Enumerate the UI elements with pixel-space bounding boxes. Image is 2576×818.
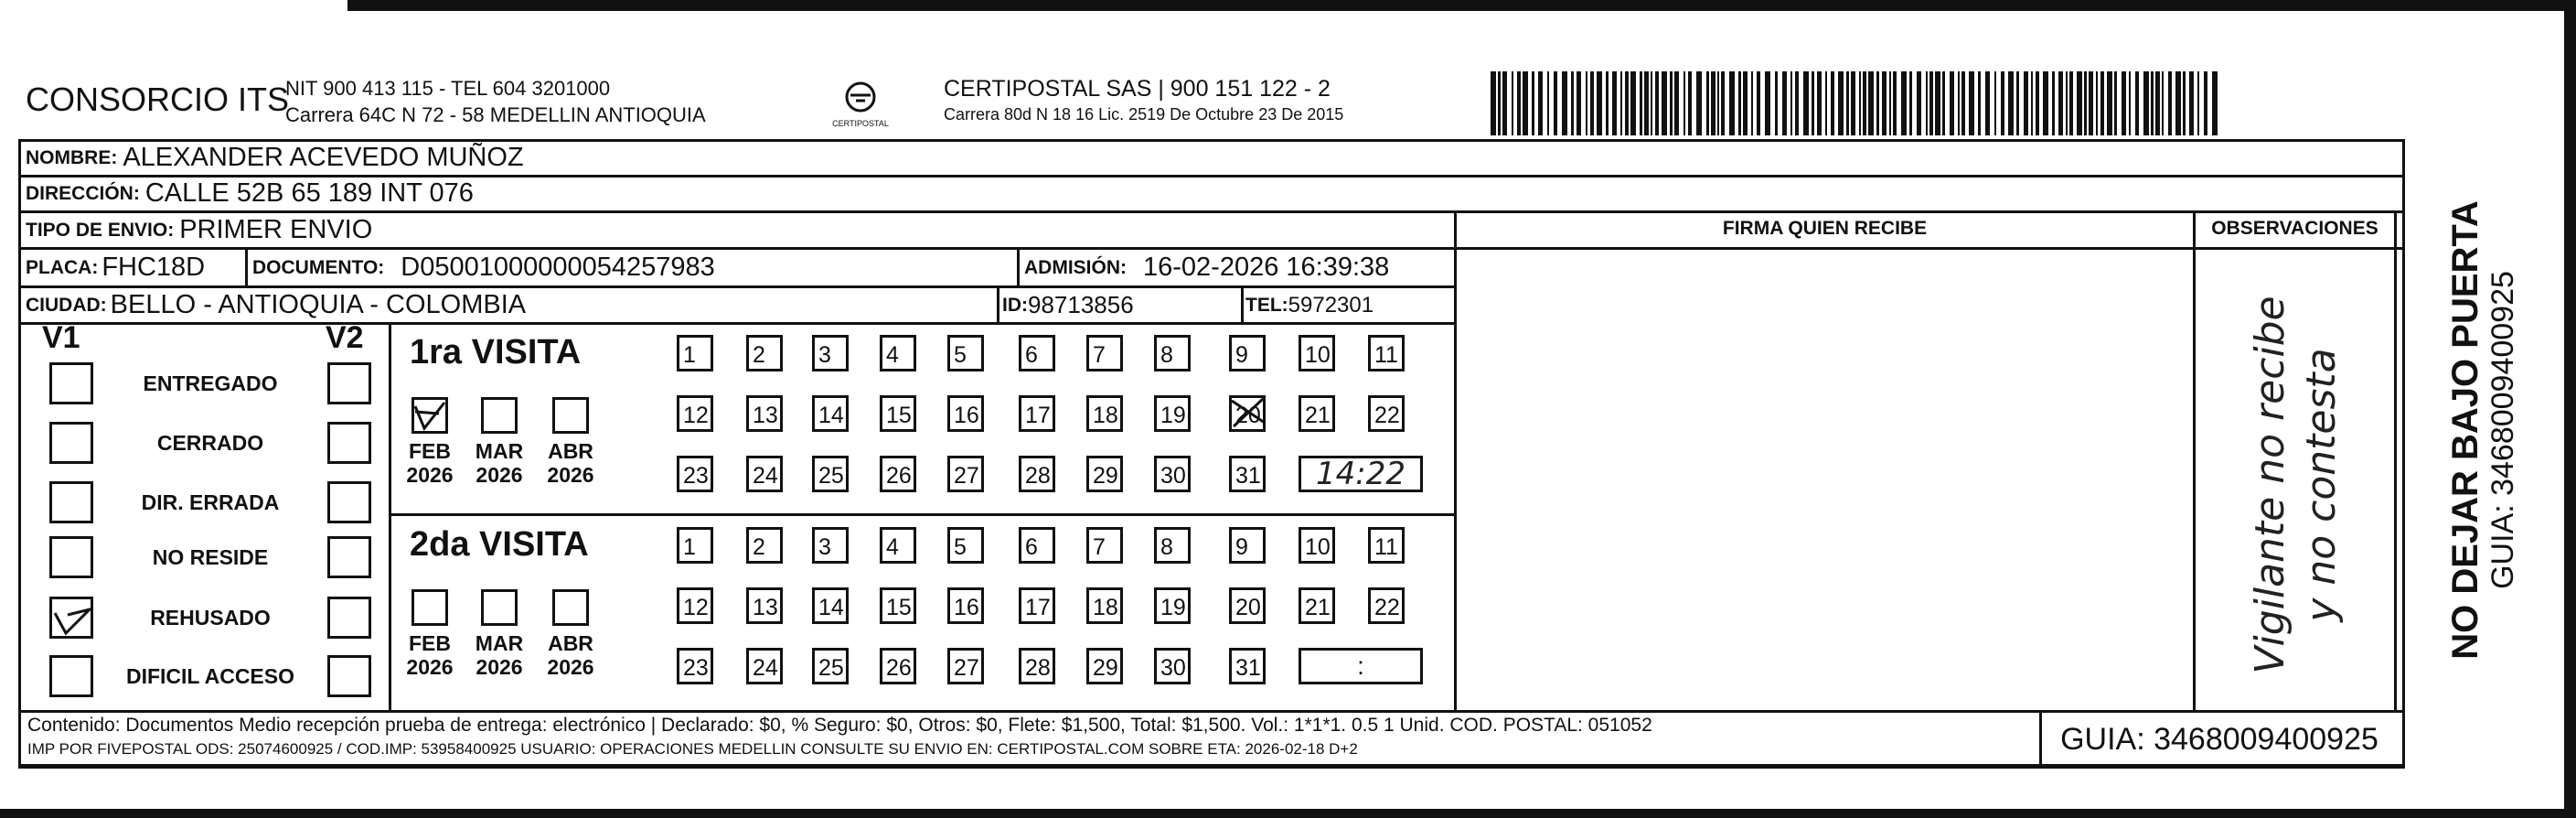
day-box[interactable]: 19 — [1154, 587, 1191, 624]
motivo-label: REHUSADO — [150, 606, 271, 630]
day-box[interactable]: 26 — [880, 456, 916, 492]
day-box[interactable]: 16 — [947, 395, 984, 432]
v2-checkbox[interactable] — [327, 597, 371, 639]
motivo-label: ENTREGADO — [143, 371, 278, 395]
month-name: ABR — [548, 631, 593, 655]
carrier-address: Carrera 80d N 18 16 Lic. 2519 De Octubre 23 De 2015 — [944, 105, 1344, 124]
day-box[interactable]: 18 — [1086, 395, 1123, 432]
day-box[interactable]: 5 — [947, 527, 984, 564]
carrier-info — [944, 75, 1343, 126]
v1-checkbox[interactable] — [49, 422, 93, 464]
ciudad-value: BELLO - ANTIOQUIA - COLOMBIA — [110, 290, 527, 319]
day-box[interactable]: 14 — [812, 587, 849, 624]
v1-checkbox[interactable] — [49, 597, 93, 639]
month-name: MAR — [475, 439, 524, 463]
barcode — [1491, 71, 2222, 135]
day-box[interactable]: 11 — [1368, 527, 1405, 564]
nombre-value: ALEXANDER ACEVEDO MUÑOZ — [123, 143, 524, 172]
day-box[interactable]: 20 — [1229, 587, 1266, 624]
observaciones-handwritten-area — [2209, 274, 2383, 695]
day-box[interactable]: 2 — [746, 527, 783, 564]
documento-value: D05001000000054257983 — [401, 253, 715, 282]
id-label: ID: — [1002, 294, 1028, 316]
day-box[interactable]: 8 — [1154, 527, 1191, 564]
motivo-label: NO RESIDE — [152, 545, 269, 569]
right-border-bar — [2564, 0, 2576, 818]
day-box[interactable]: 9 — [1229, 527, 1266, 564]
day-box[interactable]: 2 — [746, 335, 783, 371]
admision-label: ADMISIÓN: — [1024, 256, 1127, 278]
bottom-border-bar — [0, 809, 2576, 818]
documento-label: DOCUMENTO: — [252, 256, 385, 278]
documento-cell — [252, 251, 715, 285]
side-guia: GUIA: 3468009400925 — [2485, 271, 2520, 589]
month-checkbox[interactable] — [552, 589, 589, 626]
day-box[interactable]: 23 — [677, 648, 713, 684]
day-box[interactable]: 14 — [812, 395, 849, 432]
day-box[interactable]: 4 — [880, 335, 916, 371]
month-year: 2026 — [406, 463, 454, 487]
v1-checkbox[interactable] — [49, 481, 93, 523]
day-box[interactable]: 16 — [947, 587, 984, 624]
carrier-name: CERTIPOSTAL SAS | 900 151 122 - 2 — [944, 76, 1331, 102]
footer-contenido: Contenido: Documentos Medio recepción prueba de entrega: electrónico | Declarado: $0, % Seguro: $0, Otros: $0, Flete: $1,500, Total: $1,500. Vol.: 1*1*1. 0.5 1 Unid. COD. POSTAL: 051052 — [27, 715, 1652, 736]
v1-label: V1 — [42, 320, 80, 355]
firma-label: FIRMA QUIEN RECIBE — [1722, 218, 1928, 239]
month-label — [472, 631, 527, 679]
direccion-row — [26, 177, 474, 210]
day-box[interactable]: 4 — [880, 527, 916, 564]
month-year: 2026 — [476, 655, 523, 679]
month-year: 2026 — [476, 463, 523, 487]
v2-checkbox[interactable] — [327, 655, 371, 697]
nombre-row — [26, 141, 524, 175]
footer-text — [27, 714, 2030, 761]
id-value: 98713856 — [1028, 291, 1134, 318]
month-name: ABR — [548, 439, 593, 463]
tel-label: TEL: — [1245, 294, 1288, 316]
day-box[interactable]: 3 — [812, 335, 849, 371]
day-box[interactable]: 17 — [1019, 587, 1055, 624]
day-box[interactable]: 15 — [880, 395, 916, 432]
id-cell — [1002, 288, 1134, 322]
month-label — [543, 439, 598, 487]
day-box[interactable]: 20 — [1229, 395, 1266, 432]
observaciones-header — [2196, 210, 2394, 247]
day-box[interactable]: 5 — [947, 335, 984, 371]
day-box[interactable]: 13 — [746, 395, 783, 432]
day-box[interactable]: 25 — [812, 456, 849, 492]
motivo-label: DIR. ERRADA — [141, 490, 280, 514]
month-checkbox[interactable] — [552, 397, 589, 434]
day-box[interactable]: 1 — [677, 527, 713, 564]
visit-title: 1ra VISITA — [410, 333, 582, 371]
visit-title: 2da VISITA — [410, 525, 589, 564]
day-box[interactable]: 31 — [1229, 456, 1266, 492]
day-box[interactable]: 17 — [1019, 395, 1055, 432]
day-box[interactable]: 31 — [1229, 648, 1266, 684]
side-panel — [2400, 146, 2565, 714]
day-box[interactable]: 30 — [1154, 648, 1191, 684]
v2-checkbox[interactable] — [327, 422, 371, 464]
day-box[interactable]: 10 — [1299, 527, 1335, 564]
day-box[interactable]: 28 — [1019, 456, 1055, 492]
tipo-envio-label: TIPO DE ENVIO: — [26, 219, 175, 241]
v2-label: V2 — [326, 320, 364, 355]
company-name: CONSORCIO ITS — [26, 81, 290, 118]
observaciones-handwritten: Vigilante no recibe y no contesta — [2247, 296, 2345, 674]
footer-guia: GUIA: 3468009400925 — [2060, 721, 2378, 757]
day-box[interactable]: 7 — [1086, 527, 1123, 564]
company-address: Carrera 64C N 72 - 58 MEDELLIN ANTIOQUIA — [285, 103, 706, 126]
day-box[interactable]: 22 — [1368, 587, 1405, 624]
day-box[interactable]: 21 — [1299, 587, 1335, 624]
visit-time[interactable]: 14:22 — [1299, 456, 1423, 492]
placa-cell — [26, 251, 205, 285]
day-box[interactable]: 23 — [677, 456, 713, 492]
v2-checkbox[interactable] — [327, 362, 371, 404]
day-box[interactable]: 7 — [1086, 335, 1123, 371]
placa-value: FHC18D — [102, 253, 206, 282]
month-year: 2026 — [547, 463, 594, 487]
day-box[interactable]: 8 — [1154, 335, 1191, 371]
month-name: MAR — [475, 631, 524, 655]
side-title: NO DEJAR BAJO PUERTA — [2445, 200, 2485, 660]
v2-checkbox[interactable] — [327, 536, 371, 578]
day-box[interactable]: 10 — [1299, 335, 1335, 371]
direccion-value: CALLE 52B 65 189 INT 076 — [144, 178, 474, 208]
day-box[interactable]: 24 — [746, 456, 783, 492]
month-checkbox[interactable] — [412, 397, 448, 434]
direccion-label: DIRECCIÓN: — [26, 182, 140, 204]
month-label — [543, 631, 598, 679]
company-info — [285, 75, 706, 128]
admision-value: 16-02-2026 16:39:38 — [1143, 253, 1390, 282]
month-checkbox[interactable] — [481, 589, 518, 626]
month-checkbox[interactable] — [481, 397, 518, 434]
day-box[interactable]: 15 — [880, 587, 916, 624]
day-box[interactable]: 29 — [1086, 456, 1123, 492]
tipo-envio-value: PRIMER ENVIO — [179, 215, 373, 244]
day-box[interactable]: 27 — [947, 456, 984, 492]
v1-checkbox[interactable] — [49, 362, 93, 404]
motivo-label: CERRADO — [156, 431, 264, 455]
day-box[interactable]: 9 — [1229, 335, 1266, 371]
day-box[interactable]: 19 — [1154, 395, 1191, 432]
day-box[interactable]: 30 — [1154, 456, 1191, 492]
day-box[interactable]: 13 — [746, 587, 783, 624]
day-box[interactable]: 26 — [880, 648, 916, 684]
month-name: FEB — [409, 439, 451, 463]
v2-checkbox[interactable] — [327, 481, 371, 523]
nombre-label: NOMBRE: — [26, 146, 118, 168]
month-checkbox[interactable] — [412, 589, 448, 626]
ciudad-label: CIUDAD: — [26, 294, 107, 316]
tel-value: 5972301 — [1288, 292, 1374, 318]
ciudad-cell — [26, 288, 526, 322]
carrier-logo — [819, 77, 902, 132]
top-border-bar — [347, 0, 2576, 11]
day-box[interactable]: 28 — [1019, 648, 1055, 684]
company-nit: NIT 900 413 115 - TEL 604 3201000 — [285, 77, 611, 100]
day-box[interactable]: 6 — [1019, 335, 1055, 371]
day-box[interactable]: 12 — [677, 395, 713, 432]
firma-header — [1457, 210, 2193, 247]
month-name: FEB — [409, 631, 451, 655]
footer-imp: IMP POR FIVEPOSTAL ODS: 25074600925 / COD.IMP: 53958400925 USUARIO: OPERACIONES MEDELLIN CONSULTE SU ENVIO EN: CERTIPOSTAL.COM SOBRE ETA: 2026-02-18 D+2 — [27, 740, 1358, 758]
day-box[interactable]: 29 — [1086, 648, 1123, 684]
day-box[interactable]: 1 — [677, 335, 713, 371]
day-box[interactable]: 25 — [812, 648, 849, 684]
v1-checkbox[interactable] — [49, 655, 93, 697]
day-box[interactable]: 21 — [1299, 395, 1335, 432]
month-year: 2026 — [406, 655, 454, 679]
motivo-label: DIFICIL ACCESO — [125, 664, 294, 688]
observaciones-label: OBSERVACIONES — [2211, 218, 2378, 239]
tel-cell — [1245, 288, 1374, 322]
month-year: 2026 — [547, 655, 594, 679]
carrier-logo-text: CERTIPOSTAL — [832, 119, 889, 128]
day-box[interactable]: 12 — [677, 587, 713, 624]
tipo-envio-row — [26, 213, 372, 247]
admision-cell — [1024, 251, 1389, 285]
day-box[interactable]: 3 — [812, 527, 849, 564]
day-box[interactable]: 18 — [1086, 587, 1123, 624]
month-label — [472, 439, 527, 487]
month-label — [402, 439, 457, 487]
placa-label: PLACA: — [26, 256, 99, 278]
visit-time[interactable]: : — [1299, 648, 1423, 684]
day-box[interactable]: 27 — [947, 648, 984, 684]
day-box[interactable]: 22 — [1368, 395, 1405, 432]
v1-checkbox[interactable] — [49, 536, 93, 578]
day-box[interactable]: 11 — [1368, 335, 1405, 371]
day-box[interactable]: 24 — [746, 648, 783, 684]
day-box[interactable]: 6 — [1019, 527, 1055, 564]
month-label — [402, 631, 457, 679]
